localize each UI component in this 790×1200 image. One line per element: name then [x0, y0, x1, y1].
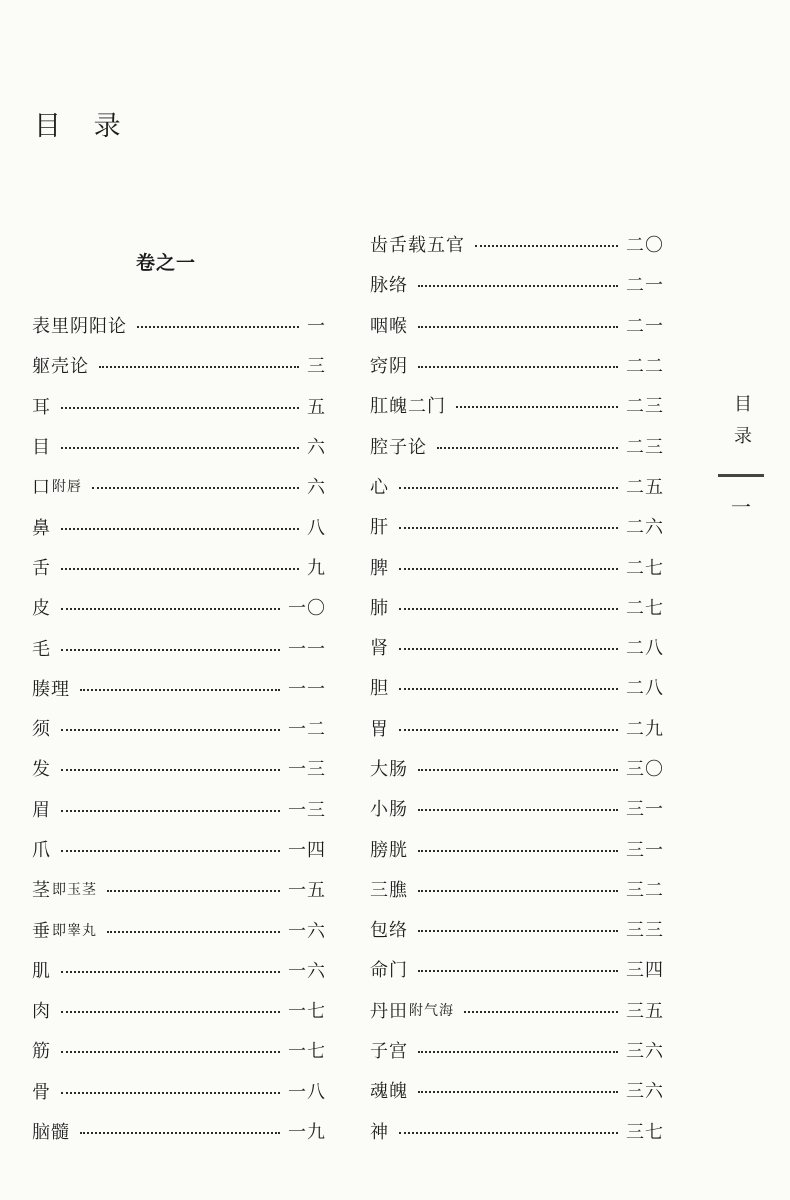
- toc-entry-title: 爪: [32, 840, 51, 861]
- toc-entry-title: 丹田: [370, 1000, 408, 1022]
- toc-leader-dots: [99, 366, 299, 368]
- toc-entry-title: 大肠: [370, 759, 408, 780]
- toc-entry: [32, 345, 326, 385]
- toc-entry-page-number: 三一: [626, 799, 664, 821]
- toc-leader-dots: [61, 769, 280, 771]
- toc-entry: [32, 466, 326, 506]
- toc-entry-title: 鼻: [32, 517, 51, 539]
- toc-entry: [370, 224, 664, 264]
- toc-entry: [370, 466, 664, 506]
- toc-entry-title: 魂魄: [370, 1081, 408, 1103]
- toc-left-column: [32, 305, 326, 1151]
- toc-leader-dots: [107, 931, 280, 933]
- toc-entry-page-number: 六: [307, 477, 326, 499]
- toc-leader-dots: [92, 487, 299, 489]
- toc-leader-dots: [475, 245, 618, 247]
- toc-entry-title: 皮: [32, 598, 51, 620]
- toc-entry: [32, 1111, 326, 1151]
- toc-entry-page-number: 二一: [626, 315, 664, 337]
- toc-entry-title: 茎: [32, 880, 51, 902]
- toc-entry: [370, 425, 664, 465]
- toc-entry-page-number: 二六: [626, 517, 664, 539]
- toc-entry-title: 脉络: [370, 275, 408, 297]
- toc-entry-page-number: 一五: [288, 880, 326, 902]
- toc-entry-title: 膀胱: [370, 839, 408, 861]
- toc-entry-page-number: 一七: [288, 1001, 326, 1023]
- toc-entry-title: 胃: [370, 718, 389, 740]
- toc-leader-dots: [399, 729, 618, 731]
- toc-leader-dots: [418, 366, 618, 368]
- toc-entry-title: 肺: [370, 597, 389, 619]
- toc-entry: [32, 627, 326, 667]
- toc-entry-page-number: 二〇: [626, 235, 664, 257]
- toc-entry: [370, 506, 664, 546]
- toc-entry: [370, 788, 664, 828]
- toc-leader-dots: [418, 1051, 618, 1053]
- toc-leader-dots: [418, 930, 618, 932]
- toc-leader-dots: [399, 527, 618, 529]
- toc-leader-dots: [399, 487, 618, 489]
- toc-leader-dots: [61, 528, 299, 530]
- toc-entry-page-number: 一三: [288, 759, 326, 781]
- running-head-title: 目录: [731, 394, 752, 458]
- toc-entry-page-number: 三五: [626, 1000, 664, 1022]
- toc-entry-title: 小肠: [370, 799, 408, 821]
- toc-entry-page-number: 三: [307, 356, 326, 378]
- toc-entry: [32, 748, 326, 788]
- toc-entry-title: 肛魄二门: [370, 396, 446, 418]
- toc-leader-dots: [61, 608, 280, 610]
- toc-entry-page-number: 三七: [626, 1121, 664, 1143]
- toc-entry: [32, 506, 326, 546]
- toc-entry-title: 肌: [32, 960, 51, 982]
- toc-leader-dots: [399, 1132, 618, 1134]
- running-head: [718, 394, 764, 520]
- toc-entry-page-number: 二八: [626, 638, 664, 660]
- toc-entry: [370, 587, 664, 627]
- toc-entry-title: 腠理: [32, 678, 70, 700]
- toc-entry-title: 垂: [32, 920, 51, 942]
- toc-leader-dots: [61, 810, 280, 812]
- toc-leader-dots: [61, 1051, 280, 1053]
- toc-leader-dots: [399, 608, 618, 610]
- toc-entry-title: 胆: [370, 678, 389, 700]
- toc-leader-dots: [61, 407, 299, 409]
- toc-entry: [32, 789, 326, 829]
- toc-entry-page-number: 三六: [626, 1041, 664, 1063]
- section-heading: 卷之一: [136, 252, 197, 274]
- toc-entry: [370, 1111, 664, 1151]
- toc-leader-dots: [399, 648, 618, 650]
- toc-entry: [370, 546, 664, 586]
- toc-leader-dots: [399, 688, 618, 690]
- toc-entry-page-number: 一三: [288, 799, 326, 821]
- toc-entry-title: 肉: [32, 1001, 51, 1023]
- toc-leader-dots: [61, 1011, 280, 1013]
- toc-entry-page-number: 二七: [626, 557, 664, 579]
- toc-entry-title: 筋: [32, 1041, 51, 1063]
- toc-entry: [32, 547, 326, 587]
- toc-entry-title: 躯壳论: [32, 356, 89, 378]
- toc-leader-dots: [61, 971, 280, 973]
- toc-entry-title: 齿舌载五官: [370, 235, 465, 257]
- toc-entry-page-number: 三四: [626, 960, 664, 982]
- toc-entry-title: 神: [370, 1121, 389, 1143]
- toc-entry-title: 骨: [32, 1081, 51, 1103]
- toc-entry-page-number: 三〇: [626, 759, 664, 780]
- toc-entry: [32, 990, 326, 1030]
- toc-entry: [32, 386, 326, 426]
- toc-entry-title: 子宫: [370, 1041, 408, 1063]
- toc-entry-page-number: 一八: [288, 1081, 326, 1103]
- toc-entry-title: 窍阴: [370, 356, 408, 378]
- toc-entry-title: 舌: [32, 557, 51, 579]
- toc-entry-title: 命门: [370, 960, 408, 982]
- toc-entry-title: 包络: [370, 920, 408, 942]
- toc-entry: [370, 869, 664, 909]
- toc-entry-title: 脑髓: [32, 1122, 70, 1144]
- toc-entry-page-number: 二八: [626, 678, 664, 700]
- toc-entry-note: 附唇: [52, 479, 82, 496]
- toc-leader-dots: [399, 568, 618, 570]
- toc-leader-dots: [437, 447, 618, 449]
- toc-entry-title: 须: [32, 719, 51, 741]
- toc-leader-dots: [418, 970, 618, 972]
- toc-entry: [32, 426, 326, 466]
- toc-leader-dots: [456, 406, 618, 408]
- toc-entry: [370, 345, 664, 385]
- toc-entry: [32, 829, 326, 869]
- toc-entry-page-number: 二一: [626, 275, 664, 297]
- toc-entry-page-number: 三二: [626, 879, 664, 901]
- toc-entry-page-number: 一二: [288, 719, 326, 741]
- toc-entry-title: 眉: [32, 799, 51, 821]
- toc-entry-page-number: 三六: [626, 1081, 664, 1103]
- toc-entry-title: 腔子论: [370, 436, 427, 458]
- toc-leader-dots: [137, 326, 299, 328]
- toc-entry-title: 脾: [370, 557, 389, 579]
- toc-entry-page-number: 二七: [626, 597, 664, 619]
- toc-entry: [370, 949, 664, 989]
- toc-leader-dots: [418, 326, 618, 328]
- toc-entry: [370, 264, 664, 304]
- toc-entry: [370, 1030, 664, 1070]
- toc-leader-dots: [464, 1011, 618, 1013]
- toc-entry: [370, 909, 664, 949]
- toc-entry-page-number: 二三: [626, 396, 664, 418]
- toc-entry-page-number: 一九: [288, 1122, 326, 1144]
- toc-entry-page-number: 六: [307, 437, 326, 459]
- toc-entry-page-number: 一四: [288, 840, 326, 861]
- toc-entry-page-number: 八: [307, 517, 326, 539]
- toc-entry-note: 即玉茎: [52, 882, 97, 899]
- toc-entry-page-number: 一: [307, 316, 326, 338]
- toc-leader-dots: [61, 729, 280, 731]
- toc-entry: [370, 708, 664, 748]
- toc-entry-page-number: 二二: [626, 356, 664, 378]
- toc-entry: [370, 385, 664, 425]
- toc-entry-title: 三膲: [370, 879, 408, 901]
- toc-entry-title: 毛: [32, 638, 51, 660]
- toc-leader-dots: [418, 809, 618, 811]
- toc-entry-title: 表里阴阳论: [32, 316, 127, 338]
- toc-leader-dots: [61, 1092, 280, 1094]
- toc-entry-page-number: 二九: [626, 718, 664, 740]
- toc-entry: [370, 667, 664, 707]
- toc-entry: [32, 1030, 326, 1070]
- toc-entry-page-number: 三一: [626, 839, 664, 861]
- toc-entry: [32, 1071, 326, 1111]
- running-head-rule: [718, 474, 764, 477]
- toc-entry-page-number: 一一: [288, 638, 326, 660]
- toc-entry: [32, 305, 326, 345]
- toc-entry: [32, 909, 326, 949]
- toc-entry-page-number: 九: [307, 557, 326, 579]
- toc-entry: [370, 627, 664, 667]
- toc-entry-title: 心: [370, 476, 389, 498]
- toc-entry-title: 肾: [370, 638, 389, 660]
- page-title: 目 录: [34, 111, 133, 143]
- toc-entry-title: 耳: [32, 396, 51, 418]
- toc-entry-title: 咽喉: [370, 315, 408, 337]
- toc-entry-page-number: 一〇: [288, 598, 326, 620]
- toc-entry-title: 目: [32, 437, 51, 459]
- toc-entry-page-number: 三三: [626, 920, 664, 942]
- toc-entry-page-number: 五: [307, 396, 326, 418]
- toc-entry-note: 即睾丸: [52, 922, 97, 939]
- toc-entry: [370, 828, 664, 868]
- toc-right-column: [370, 224, 664, 1151]
- toc-entry-page-number: 一一: [288, 678, 326, 700]
- toc-entry: [370, 1070, 664, 1110]
- toc-entry: [32, 950, 326, 990]
- toc-entry: [32, 668, 326, 708]
- toc-entry: [370, 990, 664, 1030]
- page-number: 一: [731, 495, 751, 519]
- toc-entry: [32, 587, 326, 627]
- toc-entry-title: 发: [32, 759, 51, 781]
- toc-entry-page-number: 一六: [288, 960, 326, 982]
- toc-entry: [32, 869, 326, 909]
- toc-leader-dots: [80, 1132, 280, 1134]
- toc-leader-dots: [107, 890, 280, 892]
- toc-entry-page-number: 二三: [626, 436, 664, 458]
- toc-leader-dots: [418, 769, 618, 771]
- toc-entry-title: 肝: [370, 517, 389, 539]
- toc-leader-dots: [418, 1091, 618, 1093]
- toc-entry: [32, 708, 326, 748]
- toc-leader-dots: [418, 285, 618, 287]
- toc-leader-dots: [61, 649, 280, 651]
- toc-entry: [370, 305, 664, 345]
- toc-leader-dots: [418, 890, 618, 892]
- toc-leader-dots: [61, 447, 299, 449]
- toc-leader-dots: [80, 689, 280, 691]
- toc-entry-page-number: 二五: [626, 476, 664, 498]
- toc-leader-dots: [61, 850, 280, 852]
- toc-leader-dots: [418, 850, 618, 852]
- toc-entry-page-number: 一七: [288, 1041, 326, 1063]
- toc-entry-page-number: 一六: [288, 920, 326, 942]
- toc-entry-note: 附气海: [409, 1002, 454, 1019]
- toc-entry: [370, 748, 664, 788]
- toc-entry-title: 口: [32, 477, 51, 499]
- toc-leader-dots: [61, 568, 299, 570]
